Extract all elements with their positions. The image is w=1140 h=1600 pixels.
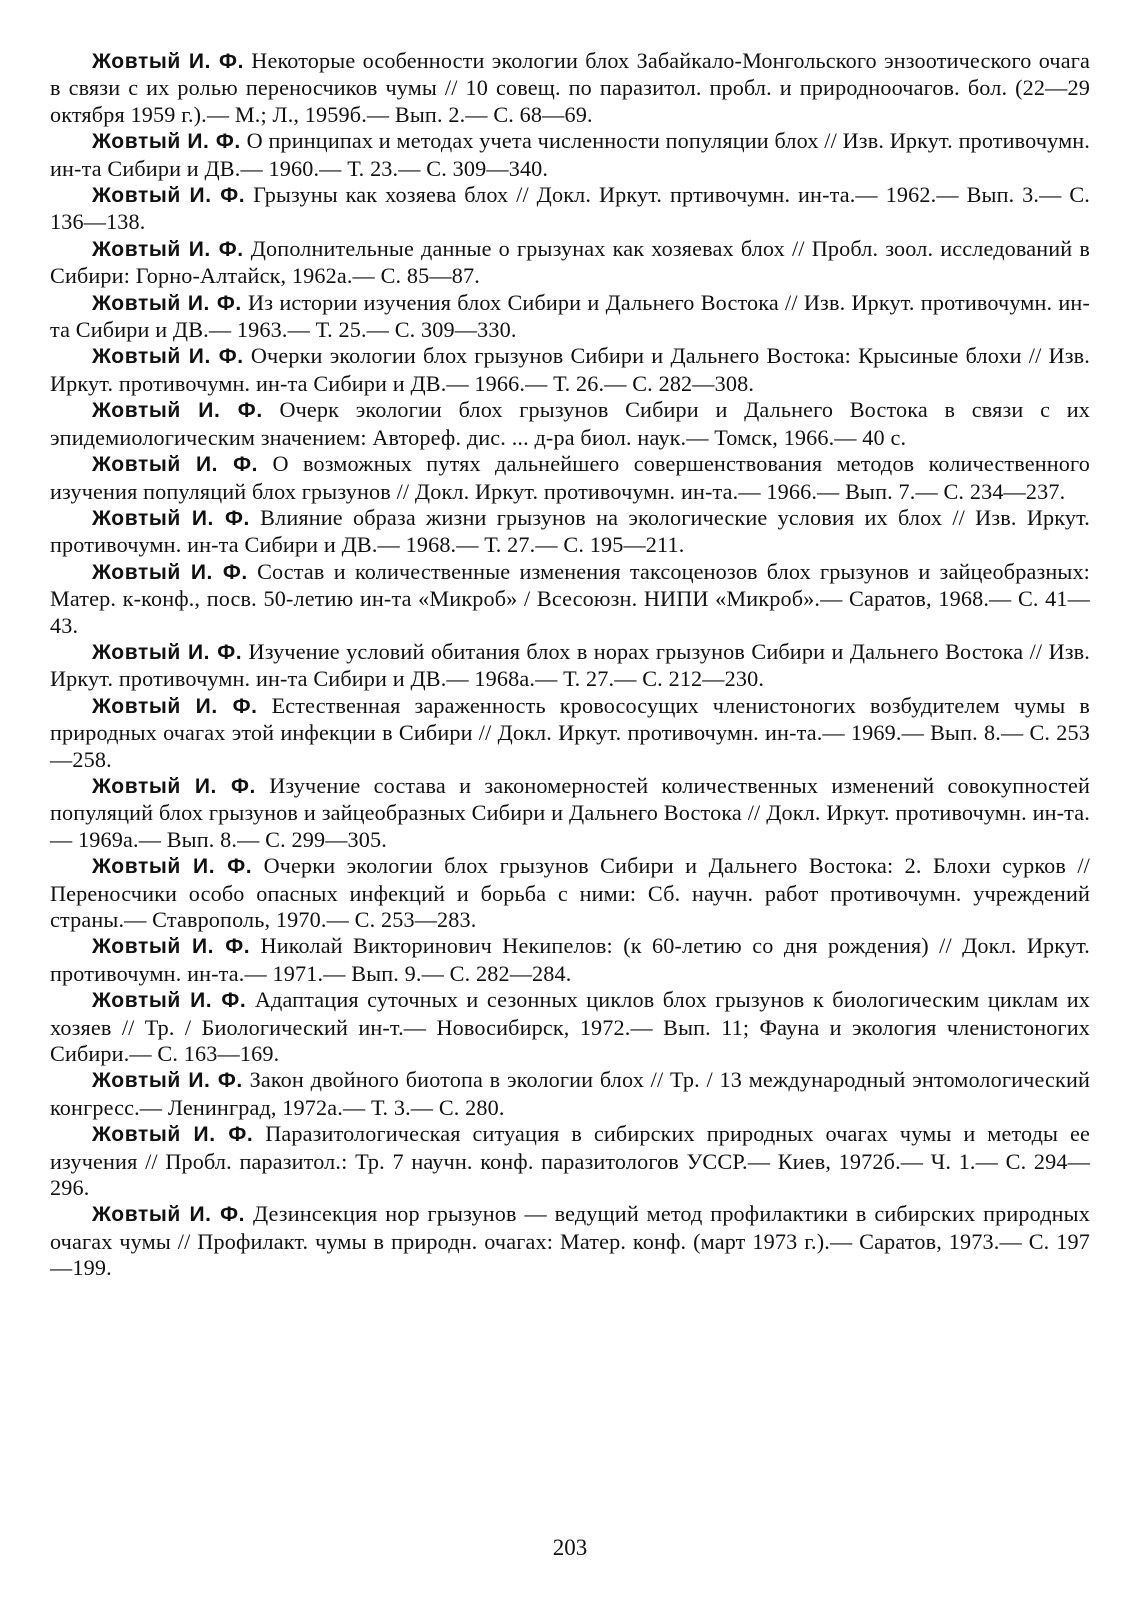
entry-text: Изучение состава и закономерностей количественных изменений совокупностей популяций блох грызунов и зайцеобразных Сибири и Дальнего Востока // Докл. Иркут. противочумн. ин-та.— 1969а.— Вып. 8.— С. 299—305.	[50, 772, 1090, 852]
bibliography-entry	[50, 559, 1090, 639]
entry-author: Жовтый И. Ф.	[92, 130, 241, 154]
entry-text: Очерки экологии блох грызунов Сибири и Дальнего Востока: 2. Блохи сурков // Переносчики особо опасных инфекций и борьба с ними: Сб. научн. работ противочумн. учреждений страны.— Ставрополь, 1970.— С. 253—283.	[50, 853, 1090, 932]
bibliography-entry	[50, 1201, 1090, 1281]
entry-text: Закон двойного биотопа в экологии блох // Тр. / 13 международный энтомологический конгресс.— Ленинград, 1972а.— Т. 3.— С. 280.	[50, 1067, 1090, 1120]
bibliography-page	[50, 48, 1090, 1282]
entry-text: Некоторые особенности экологии блох Забайкало-Монгольского энзоотического очага в связи с их ролью переносчиков чумы // 10 совещ. по паразитол. пробл. и природноочагов. бол. (22—29 октября 1959 г.).— М.; Л., 1959б.— Вып. 2.— С. 68—69.	[50, 48, 1090, 127]
bibliography-entry	[50, 128, 1090, 182]
bibliography-entry	[50, 639, 1090, 693]
entry-author: Жовтый И. Ф.	[92, 184, 246, 208]
entry-text: Паразитологическая ситуация в сибирских природных очагах чумы и методы ее изучения // Пробл. паразитол.: Тр. 7 научн. конф. паразитологов УССР.— Киев, 1972б.— Ч. 1.— С. 294—296.	[50, 1121, 1091, 1201]
bibliography-entry	[50, 182, 1090, 236]
entry-author: Жовтый И. Ф.	[92, 1123, 254, 1147]
entry-author: Жовтый И. Ф.	[92, 935, 251, 959]
entry-author: Жовтый И. Ф.	[92, 291, 242, 315]
entry-author: Жовтый И. Ф.	[92, 1069, 243, 1093]
entry-text: Грызуны как хозяева блох // Докл. Иркут. пртивочумн. ин-та.— 1962.— Вып. 3.— С. 136—138.	[50, 182, 1090, 235]
bibliography-entry	[50, 343, 1090, 397]
entry-author: Жовтый И. Ф.	[92, 694, 258, 718]
entry-author: Жовтый И. Ф.	[92, 774, 256, 798]
entry-text: О возможных путях дальнейшего совершенствования методов количественного изучения популяций блох грызунов // Докл. Иркут. противочумн. ин-та.— 1966.— Вып. 7.— С. 234—237.	[50, 451, 1090, 504]
entry-text: Состав и количественные изменения таксоценозов блох грызунов и зайцеобразных: Матер. к-конф., посв. 50-летию ин-та «Микроб» / Всесоюзн. НИПИ «Микроб».— Саратов, 1968.— С. 41—43.	[50, 558, 1090, 638]
entry-author: Жовтый И. Ф.	[92, 237, 244, 261]
entry-text: Дополнительные данные о грызунах как хозяевах блох // Пробл. зоол. исследований в Сибири: Горно-Алтайск, 1962а.— С. 85—87.	[50, 235, 1091, 289]
bibliography-entry	[50, 773, 1090, 853]
entry-text: Очерк экологии блох грызунов Сибири и Дальнего Востока в связи с их эпидемиологическим значением: Автореф. дис. ... д-ра биол. наук.— Томск, 1966.— 40 с.	[50, 397, 1091, 450]
entry-text: О принципах и методах учета численности популяции блох // Изв. Иркут. противочумн. ин-та Сибири и ДВ.— 1960.— Т. 23.— С. 309—340.	[50, 128, 1090, 181]
entry-text: Влияние образа жизни грызунов на экологические условия их блох // Изв. Иркут. противочумн. ин-та Сибири и ДВ.— 1968.— Т. 27.— С. 195—211.	[50, 504, 1090, 558]
bibliography-entry	[50, 693, 1090, 773]
entry-author: Жовтый И. Ф.	[92, 50, 245, 73]
bibliography-entry	[50, 987, 1090, 1067]
bibliography-entry	[50, 933, 1090, 987]
entry-text: Дезинсекция нор грызунов — ведущий метод профилактики в сибирских природных очагах чумы // Профилакт. чумы в природн. очагах: Матер. конф. (март 1973 г.).— Саратов, 1973.— С. 197—199.	[50, 1201, 1090, 1281]
bibliography-entry	[50, 48, 1090, 128]
entry-text: Очерки экологии блох грызунов Сибири и Дальнего Востока: Крысиные блохи // Изв. Иркут. противочумн. ин-та Сибири и ДВ.— 1966.— Т. 26.— С. 282—308.	[50, 343, 1090, 396]
page-number: 203	[552, 1535, 588, 1560]
bibliography-entry	[50, 1121, 1090, 1201]
entry-author: Жовтый И. Ф.	[92, 989, 247, 1013]
entry-author: Жовтый И. Ф.	[92, 399, 263, 423]
bibliography-entry	[50, 451, 1090, 505]
entry-text: Николай Викторинович Некипелов: (к 60-летию со дня рождения) // Докл. Иркут. противочумн. ин-та.— 1971.— Вып. 9.— С. 282—284.	[50, 933, 1090, 986]
bibliography-entry	[50, 397, 1090, 451]
bibliography-entry	[50, 1067, 1090, 1121]
bibliography-entry	[50, 236, 1090, 290]
bibliography-entry	[50, 853, 1090, 933]
bibliography-entry	[50, 290, 1090, 344]
entry-author: Жовтый И. Ф.	[92, 560, 248, 584]
entry-author: Жовтый И. Ф.	[92, 640, 243, 664]
entry-text: Изучение условий обитания блох в норах грызунов Сибири и Дальнего Востока // Изв. Иркут. противочумн. ин-та Сибири и ДВ.— 1968а.— Т. 27.— С. 212—230.	[50, 638, 1090, 692]
entry-text: Естественная зараженность кровососущих членистоногих возбудителем чумы в природных очагах этой инфекции в Сибири // Докл. Иркут. противочумн. ин-та.— 1969.— Вып. 8.— С. 253—258.	[50, 692, 1090, 772]
entry-text: Адаптация суточных и сезонных циклов блох грызунов к биологическим циклам их хозяев // Тр. / Биологический ин-т.— Новосибирск, 1972.— Вып. 11; Фауна и экология членистоногих Сибири.— С. 163—169.	[50, 987, 1090, 1067]
entry-author: Жовтый И. Ф.	[92, 345, 244, 369]
bibliography-entry	[50, 505, 1090, 559]
entry-author: Жовтый И. Ф.	[92, 506, 250, 530]
entry-author: Жовтый И. Ф.	[92, 1203, 246, 1227]
entry-text: Из истории изучения блох Сибири и Дальнего Востока // Изв. Иркут. противочумн. ин-та Сибири и ДВ.— 1963.— Т. 25.— С. 309—330.	[50, 289, 1090, 343]
entry-author: Жовтый И. Ф.	[92, 855, 253, 879]
entry-author: Жовтый И. Ф.	[92, 453, 259, 477]
